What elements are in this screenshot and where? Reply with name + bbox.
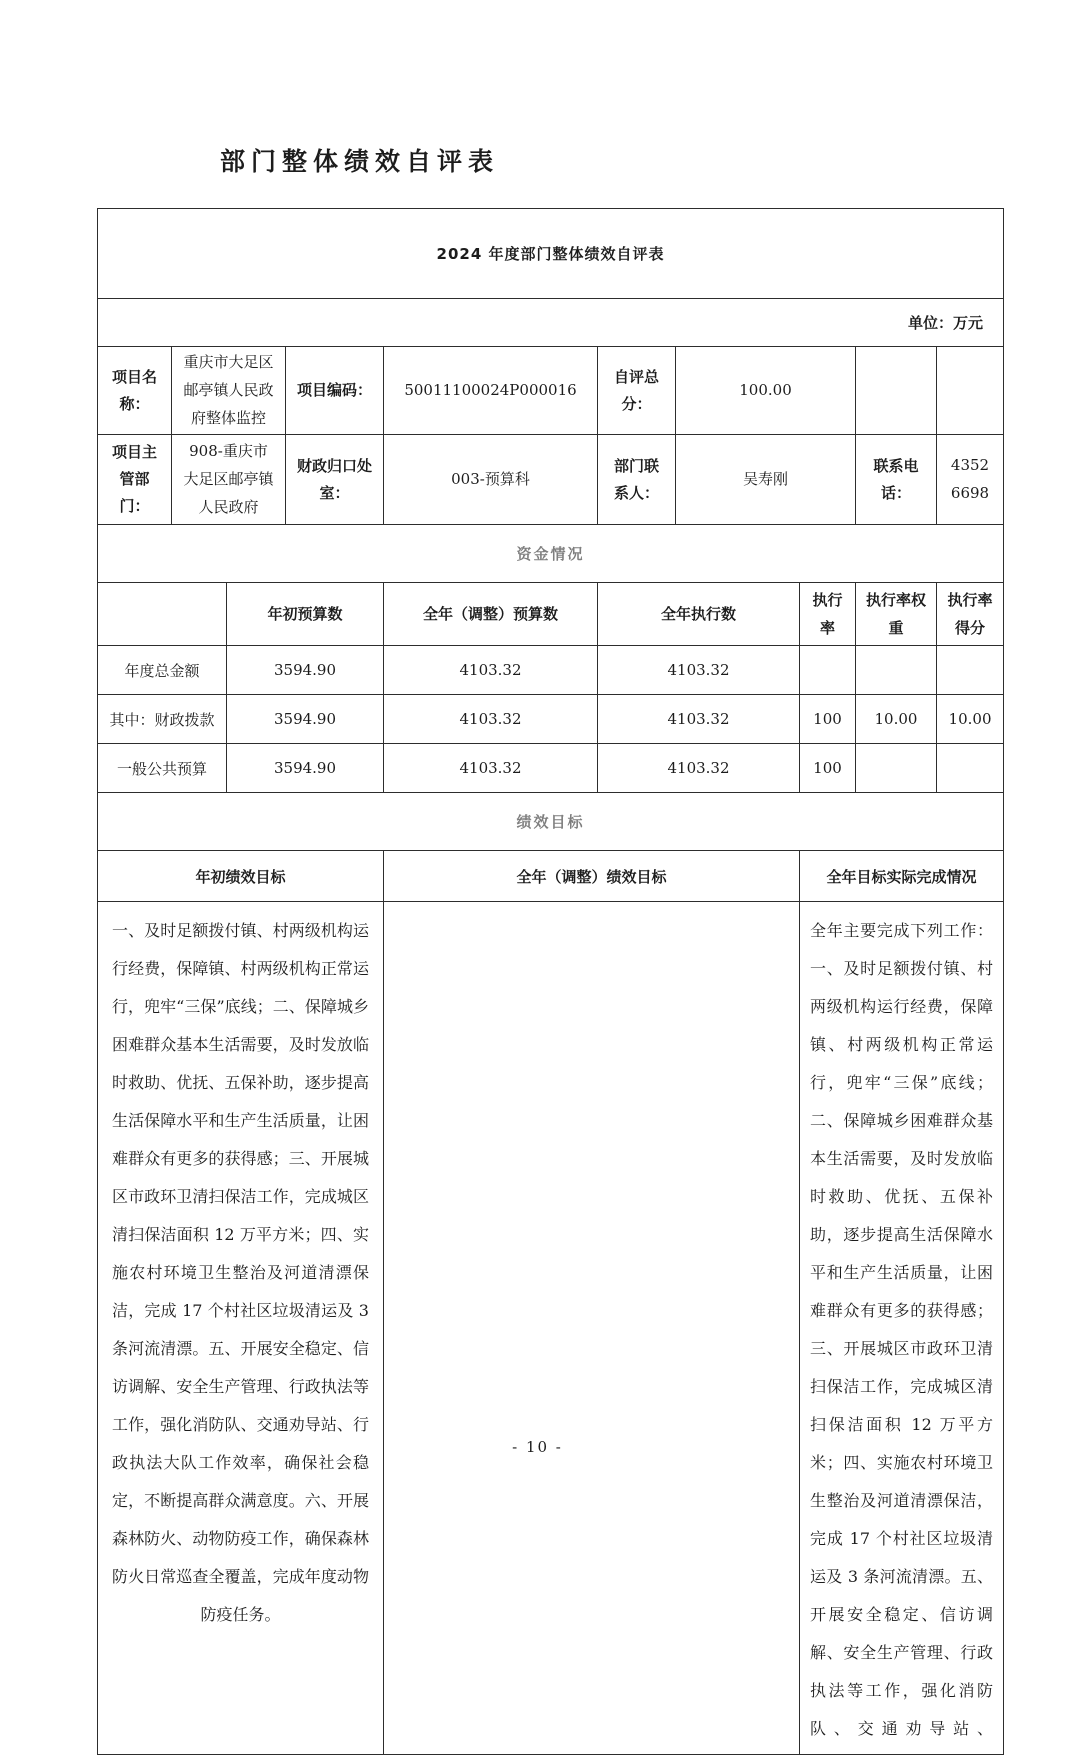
funding-weight	[856, 646, 937, 695]
project-name-value: 重庆市大足区邮亭镇人民政府整体监控	[172, 347, 286, 435]
page-number: - 10 -	[512, 1438, 563, 1456]
funding-score	[937, 646, 1004, 695]
project-name-label: 项目名称：	[98, 347, 172, 435]
empty-cell	[937, 347, 1004, 435]
funding-row-label: 年度总金额	[98, 646, 227, 695]
table-title: 2024 年度部门整体绩效自评表	[98, 209, 1004, 299]
funding-col-adjusted: 全年（调整）预算数	[384, 583, 598, 646]
self-evaluation-table	[97, 208, 1004, 1755]
finance-office-label: 财政归口处室：	[286, 435, 384, 525]
self-score-label: 自评总分：	[598, 347, 676, 435]
goals-body-row	[98, 902, 1004, 1755]
funding-row-total	[98, 646, 1004, 695]
funding-executed: 4103.32	[598, 695, 800, 744]
funding-executed: 4103.32	[598, 744, 800, 793]
goals-col-adjusted: 全年（调整）绩效目标	[384, 851, 800, 902]
self-score-value: 100.00	[676, 347, 856, 435]
project-code-label: 项目编码：	[286, 347, 384, 435]
funding-header-row	[98, 583, 1004, 646]
funding-initial: 3594.90	[227, 744, 384, 793]
funding-rate	[800, 646, 856, 695]
funding-col-score: 执行率得分	[937, 583, 1004, 646]
goals-header-row	[98, 851, 1004, 902]
goals-col-initial: 年初绩效目标	[98, 851, 384, 902]
funding-row-label: 其中：财政拨款	[98, 695, 227, 744]
funding-col-initial: 年初预算数	[227, 583, 384, 646]
funding-col-executed: 全年执行数	[598, 583, 800, 646]
unit-note: 单位：万元	[98, 299, 1004, 347]
funding-initial: 3594.90	[227, 695, 384, 744]
funding-adjusted: 4103.32	[384, 695, 598, 744]
dept-value: 908-重庆市大足区邮亭镇人民政府	[172, 435, 286, 525]
funding-section-row	[98, 525, 1004, 583]
funding-col-rate: 执行率	[800, 583, 856, 646]
funding-adjusted: 4103.32	[384, 646, 598, 695]
dept-label: 项目主管部门：	[98, 435, 172, 525]
goals-section-row	[98, 793, 1004, 851]
funding-row-fiscal	[98, 695, 1004, 744]
funding-col-blank	[98, 583, 227, 646]
goals-section-title: 绩效目标	[98, 793, 1004, 851]
funding-row-label: 一般公共预算	[98, 744, 227, 793]
funding-section-title: 资金情况	[98, 525, 1004, 583]
document-heading: 部门整体绩效自评表	[220, 147, 500, 176]
funding-score: 10.00	[937, 695, 1004, 744]
goals-initial-text: 一、及时足额拨付镇、村两级机构运行经费，保障镇、村两级机构正常运行，兜牢“三保”底线；二、保障城乡困难群众基本生活需要，及时发放临时救助、优抚、五保补助，逐步提高生活保障水平和生产生活质量，让困难群众有更多的获得感；三、开展城区市政环卫清扫保洁工作，完成城区清扫保洁面积 12 万平方米；四、实施农村环境卫生整治及河道清漂保洁，完成 17 个村社区垃圾清运及 3 条河流清漂。五、开展安全稳定、信访调解、安全生产管理、行政执法等工作，强化消防队、交通劝导站、行政执法大队工作效率，确保社会稳定，不断提高群众满意度。六、开展森林防火、动物防疫工作，确保森林防火日常巡查全覆盖，完成年度动物防疫任务。	[98, 902, 384, 1755]
funding-executed: 4103.32	[598, 646, 800, 695]
funding-rate: 100	[800, 744, 856, 793]
funding-weight	[856, 744, 937, 793]
funding-rate: 100	[800, 695, 856, 744]
info-row-1	[98, 347, 1004, 435]
funding-col-weight: 执行率权重	[856, 583, 937, 646]
funding-initial: 3594.90	[227, 646, 384, 695]
contact-value: 吴寿刚	[676, 435, 856, 525]
funding-adjusted: 4103.32	[384, 744, 598, 793]
funding-weight: 10.00	[856, 695, 937, 744]
table-title-row	[98, 209, 1004, 299]
unit-note-row	[98, 299, 1004, 347]
info-row-2	[98, 435, 1004, 525]
goals-actual-text: 全年主要完成下列工作：一、及时足额拨付镇、村两级机构运行经费，保障镇、村两级机构正常运行，兜牢“三保”底线；二、保障城乡困难群众基本生活需要，及时发放临时救助、优抚、五保补助，逐步提高生活保障水平和生产生活质量，让困难群众有更多的获得感；三、开展城区市政环卫清扫保洁工作，完成城区清扫保洁面积 12 万平方米；四、实施农村环境卫生整治及河道清漂保洁，完成 17 个村社区垃圾清运及 3 条河流清漂。五、开展安全稳定、信访调解、安全生产管理、行政执法等工作，强化消防队、交通劝导站、	[800, 902, 1004, 1755]
finance-office-value: 003-预算科	[384, 435, 598, 525]
contact-label: 部门联系人：	[598, 435, 676, 525]
empty-cell	[856, 347, 937, 435]
phone-label: 联系电话：	[856, 435, 937, 525]
goals-adjusted-text	[384, 902, 800, 1755]
funding-score	[937, 744, 1004, 793]
funding-row-public-budget	[98, 744, 1004, 793]
project-code-value: 50011100024P000016	[384, 347, 598, 435]
phone-value: 43526698	[937, 435, 1004, 525]
goals-col-actual: 全年目标实际完成情况	[800, 851, 1004, 902]
